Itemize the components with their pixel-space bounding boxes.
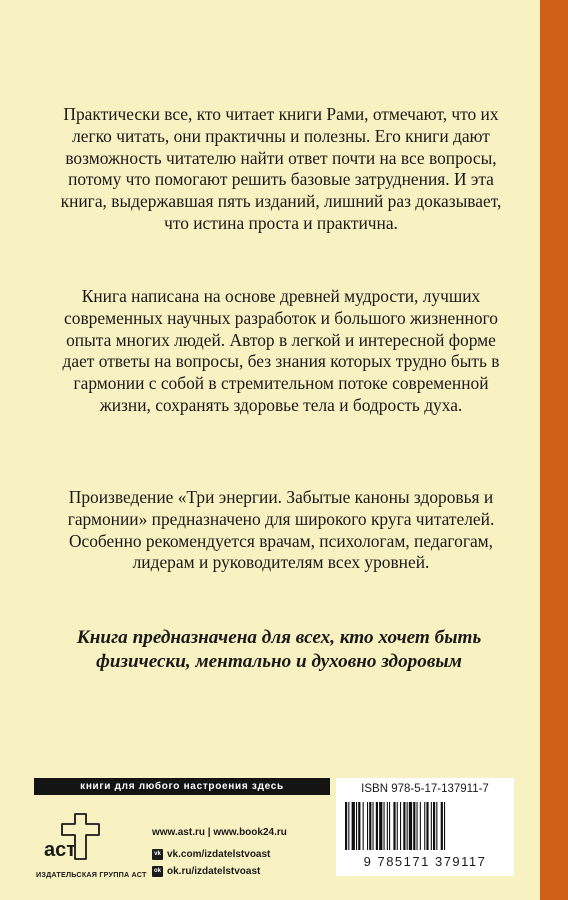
publisher-name: ИЗДАТЕЛЬСКАЯ ГРУППА АСТ [36, 870, 147, 879]
social-link-ok[interactable] [152, 866, 260, 877]
slogan-bar: книги для любого настроения здесь [34, 778, 330, 795]
social-link-ok-text: ok.ru/izdatelstvoast [167, 866, 261, 877]
isbn-number: ISBN 978-5-17-137911-7 [361, 783, 489, 795]
spine-stripe [540, 0, 568, 900]
barcode-digits: 9 785171 379117 [363, 854, 487, 869]
social-link-vk[interactable] [152, 849, 270, 860]
vk-icon: vk [152, 849, 163, 860]
barcode-box [336, 778, 514, 876]
tagline: Книга предназначена для всех, кто хочет быть физически, ментально и духовно здоровым [76, 627, 482, 672]
publisher-logo-icon [42, 810, 104, 862]
barcode-icon [345, 802, 507, 850]
website-links[interactable]: www.ast.ru | www.book24.ru [152, 827, 287, 838]
description-paragraph-1: Практически все, кто читает книги Рами, отмечают, что их легко читать, они практичны и полезны. Его книги дают возможность читателю найти ответ почти на все вопросы, потому что помогают решить базовые затруднения. И эта книга, выдержавшая пять изданий, лишний раз доказывает, что истина проста и практична. [60, 104, 502, 233]
logo-text: аст [44, 839, 77, 861]
description-paragraph-3: Произведение «Три энергии. Забытые каноны здоровья и гармонии» предназначено для широкого круга читателей. Особенно рекомендуется врачам, психологам, педагогам, лидерам и руководителям всех уровней. [67, 487, 495, 573]
description-paragraph-2: Книга написана на основе древней мудрости, лучших современных научных разработок и большого жизненного опыта многих людей. Автор в легкой и интересной форме дает ответы на вопросы, без знания которых трудно быть в гармонии с собой в стремительном потоке современной жизни, сохранять здоровье тела и бодрость духа. [62, 286, 500, 415]
ok-icon: ok [152, 866, 163, 877]
social-link-vk-text: vk.com/izdatelstvoast [167, 849, 271, 860]
